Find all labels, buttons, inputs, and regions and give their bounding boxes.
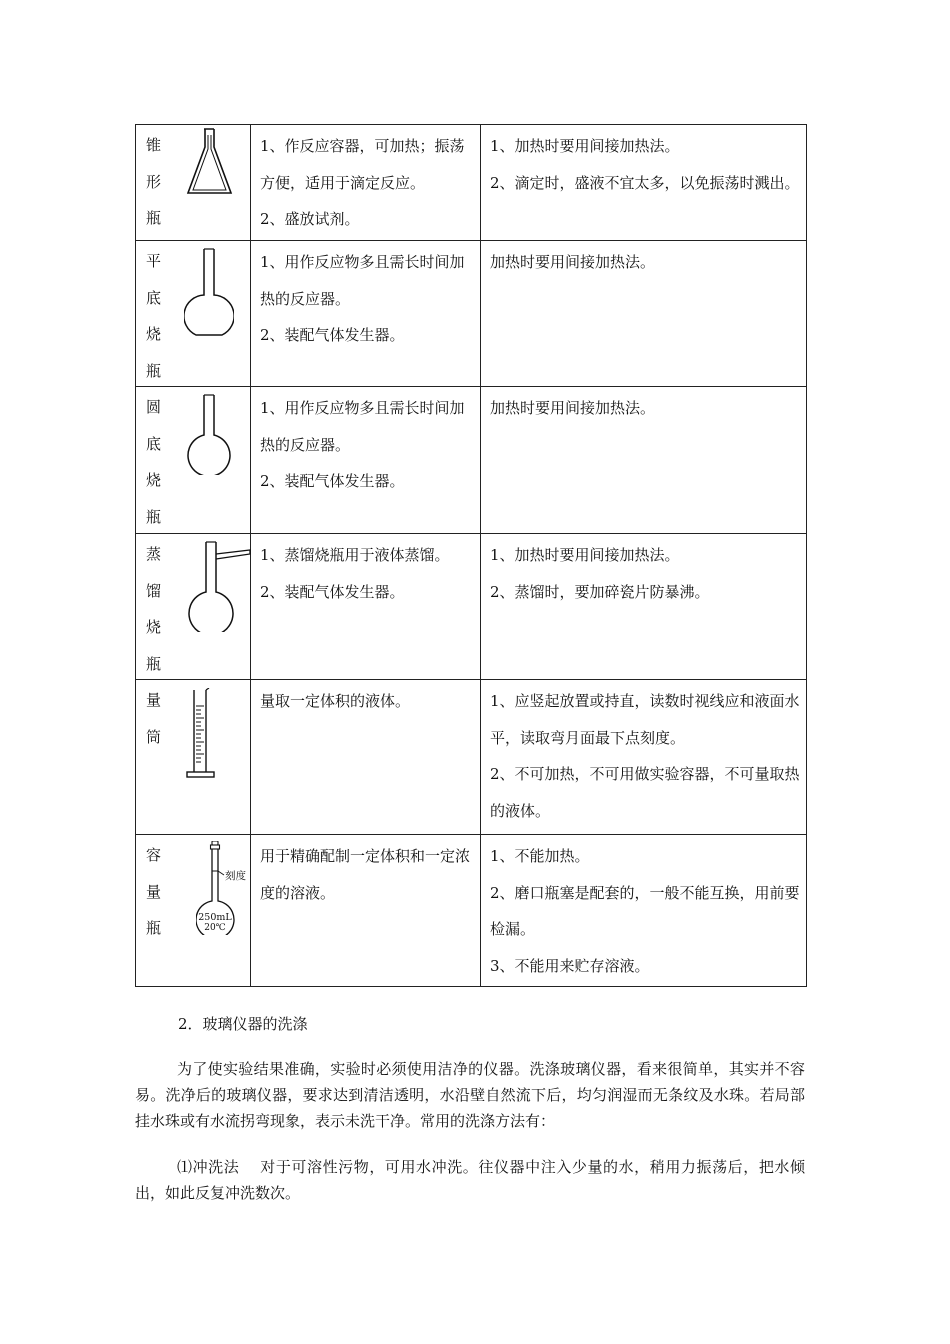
notes-cell bbox=[481, 534, 807, 680]
instrument-name-cell bbox=[136, 680, 251, 835]
volumetric-flask-icon bbox=[196, 841, 254, 935]
calibration-mark-label: 刻度 bbox=[225, 870, 246, 882]
usage-cell bbox=[251, 387, 481, 534]
instrument-name-cell bbox=[136, 835, 251, 987]
usage-line: 2、装配气体发生器。 bbox=[260, 582, 405, 601]
usage-line: 2、盛放试剂。 bbox=[260, 210, 360, 228]
note-line: 2、磨口瓶塞是配套的，一般不能互换，用前要检漏。 bbox=[490, 883, 800, 938]
notes-cell bbox=[481, 241, 807, 387]
table-row-graduated-cylinder bbox=[136, 680, 807, 835]
instrument-name: 圆 底 烧 瓶 bbox=[146, 398, 162, 526]
note-line: 加热时要用间接加热法。 bbox=[490, 253, 656, 271]
flat-bottom-flask-icon bbox=[184, 247, 234, 339]
note-line: 1、加热时要用间接加热法。 bbox=[490, 137, 680, 155]
instrument-name: 蒸 馏 烧 瓶 bbox=[146, 545, 162, 673]
usage-line: 1、用作反应物多且需长时间加热的反应器。 bbox=[260, 253, 465, 308]
glassware-table bbox=[135, 124, 807, 987]
instrument-name: 平 底 烧 瓶 bbox=[146, 252, 162, 380]
table-row-distillation-flask bbox=[136, 534, 807, 680]
temperature-label: 20℃ bbox=[204, 923, 226, 933]
table-row-flat-bottom-flask bbox=[136, 241, 807, 387]
instrument-name-cell bbox=[136, 241, 251, 387]
body-paragraph: ⑴冲洗法 对于可溶性污物，可用水冲洗。往仪器中注入少量的水，稍用力振荡后，把水倾出，如此反复冲洗数次。 bbox=[135, 1158, 805, 1202]
table-row-volumetric-flask bbox=[136, 835, 807, 987]
note-line: 加热时要用间接加热法。 bbox=[490, 399, 656, 417]
instrument-name-cell bbox=[136, 534, 251, 680]
usage-line: 1、蒸馏烧瓶用于液体蒸馏。 bbox=[260, 546, 450, 564]
table-row-erlenmeyer bbox=[136, 125, 807, 241]
graduated-cylinder-icon bbox=[184, 688, 224, 780]
usage-cell bbox=[251, 241, 481, 387]
instrument-name: 锥 形 瓶 bbox=[146, 136, 162, 227]
usage-line: 2、装配气体发生器。 bbox=[260, 472, 405, 490]
usage-cell bbox=[251, 125, 481, 241]
note-line: 2、蒸馏时，要加碎瓷片防暴沸。 bbox=[490, 582, 710, 601]
round-bottom-flask-icon bbox=[184, 393, 234, 475]
note-line: 1、加热时要用间接加热法。 bbox=[490, 546, 680, 564]
instrument-name-cell bbox=[136, 125, 251, 241]
erlenmeyer-flask-icon bbox=[184, 127, 234, 199]
distillation-flask-icon bbox=[184, 536, 254, 632]
usage-line: 2、装配气体发生器。 bbox=[260, 326, 405, 344]
usage-line: 量取一定体积的液体。 bbox=[260, 692, 411, 710]
body-paragraph: 为了使实验结果准确，实验时必须使用洁净的仪器。洗涤玻璃仪器，看来很简单，其实并不容易。洗净后的玻璃仪器，要求达到清洁透明，水沿壁自然流下后，均匀润湿而无条纹及水珠。若局部挂水珠或有水流拐弯现象，表示未洗干净。常用的洗涤方法有： bbox=[135, 1060, 805, 1130]
notes-cell bbox=[481, 387, 807, 534]
usage-cell bbox=[251, 534, 481, 680]
section-title: 2．玻璃仪器的洗涤 bbox=[178, 1015, 308, 1033]
instrument-name: 容 量 瓶 bbox=[146, 846, 162, 937]
usage-cell bbox=[251, 680, 481, 835]
usage-line: 用于精确配制一定体积和一定浓度的溶液。 bbox=[260, 847, 471, 902]
notes-cell bbox=[481, 125, 807, 241]
instrument-name: 量 筒 bbox=[146, 691, 162, 746]
usage-line: 1、用作反应物多且需长时间加热的反应器。 bbox=[260, 399, 465, 454]
usage-cell bbox=[251, 835, 481, 987]
notes-cell bbox=[481, 680, 807, 835]
note-line: 3、不能用来贮存溶液。 bbox=[490, 956, 650, 975]
table-row-round-bottom-flask bbox=[136, 387, 807, 534]
notes-cell bbox=[481, 835, 807, 987]
usage-line: 1、作反应容器，可加热；振荡方便，适用于滴定反应。 bbox=[260, 137, 465, 192]
note-line: 1、不能加热。 bbox=[490, 847, 590, 865]
instrument-name-cell bbox=[136, 387, 251, 534]
note-line: 1、应竖起放置或持直，读数时视线应和液面水平，读取弯月面最下点刻度。 bbox=[490, 692, 800, 747]
note-line: 2、滴定时，盛液不宜太多，以免振荡时溅出。 bbox=[490, 173, 800, 192]
volume-label: 250mL bbox=[198, 912, 232, 923]
note-line: 2、不可加热，不可用做实验容器，不可量取热的液体。 bbox=[490, 765, 800, 820]
